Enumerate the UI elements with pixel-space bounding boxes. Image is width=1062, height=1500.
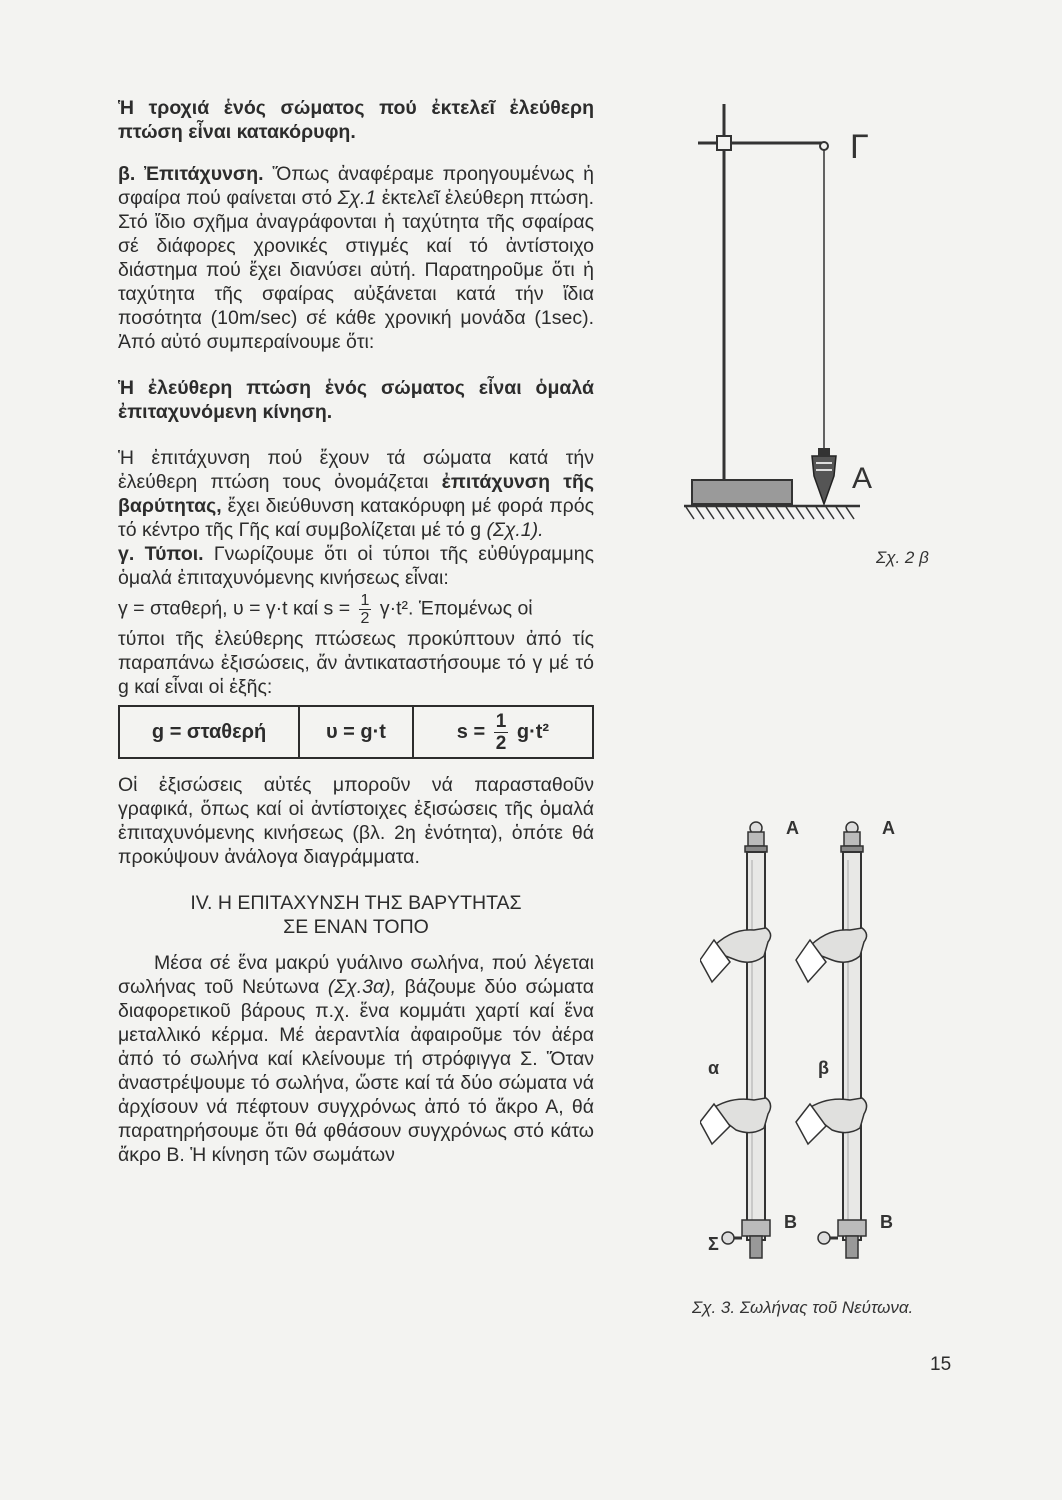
section-heading-acceleration: β. Ἐπιτάχυνση.	[118, 163, 264, 185]
paragraph-gravity-text-a: Ἡ ἐπιτάχυνση πού ἔχουν τά σώματα κατά τήν ἐλεύθερη πτώση τους ὀνομάζεται	[118, 447, 594, 493]
paragraph-free-fall-formulas: τύποι τῆς ἐλεύθερης πτώσεως προκύπτουν ἀπό τίς παραπάνω ἐξισώσεις, ἄν ἀντικαταστήσουμε τό γ μέ τό g καί εἶναι οἱ ἑξῆς:	[118, 628, 594, 698]
paragraph-formulas	[118, 542, 594, 590]
formula-velocity: υ = g·t	[299, 706, 413, 758]
label-a-right: Α	[882, 818, 895, 838]
newton-tube-left	[700, 822, 771, 1258]
label-a: Α	[852, 462, 873, 495]
formula-distance	[413, 706, 593, 758]
clamp	[717, 136, 731, 150]
figure-reference: (Σχ.1).	[486, 519, 544, 541]
figure-3-caption: Σχ. 3. Σωλήνας τοῦ Νεύτωνα.	[692, 1298, 914, 1317]
formula-distance-lhs: s =	[456, 720, 491, 743]
label-sigma: Σ	[708, 1234, 719, 1254]
paragraph-newton-tube	[118, 951, 594, 1167]
paragraph-conclusion: Ἡ ἐλεύθερη πτώση ἑνός σώματος εἶναι ὁμαλά ἐπιταχυνόμενη κίνηση.	[118, 377, 594, 423]
formula-g-constant: g = σταθερή	[119, 706, 299, 758]
fraction-denominator: 2	[495, 732, 507, 754]
formula-line	[118, 592, 594, 627]
paragraph-newton-tube-text-b: βάζουμε δύο σώματα διαφορετικοῦ βάρους π.χ. ἕνα κομμάτι χαρτί καί ἕνα μεταλλικό κέρμα. Μέ ἀεραντλία ἀφαιροῦμε τόν ἀέρα ἀπό τό σωλήνα καί κλείνουμε τή στρόφιγγα Σ. Ὅταν ἀναστρέψουμε τό σωλήνα, ὥστε καί τά δύο σώματα νά ἀρχίσουν νά πέφτουν συγχρόνως ἀπό τό ἄκρο Α, θά παρατηρήσουμε ὅτι θά φθάσουν συγχρόνως στό κάτω ἄκρο Β. Ἡ κίνηση τῶν σωμάτων	[118, 976, 594, 1166]
fraction-one-half	[494, 711, 509, 754]
label-b-left: Β	[784, 1212, 797, 1232]
figure-reference: Σχ.1	[337, 187, 377, 209]
figure-2b-caption: Σχ. 2 β	[876, 548, 929, 567]
label-gamma: Γ	[850, 128, 869, 166]
paragraph-acceleration-text-a: Ὅπως ἀναφέραμε προηγουμένως ἡ σφαίρα πού φαίνεται στό	[118, 163, 594, 209]
fraction-denominator: 2	[360, 610, 370, 627]
paragraph-formulas-text-a: Γνωρίζουμε ὅτι οἱ τύποι τῆς εὐθύγραμμης ὁμαλά ἐπιταχυνόμενης κινήσεως εἶναι:	[118, 543, 594, 589]
paragraph-acceleration-text-b: ἐκτελεῖ ἐλεύθερη πτώση. Στό ἴδιο σχῆμα ἀναγράφονται ἡ ταχύτητα τῆς σφαίρας σέ διάφορες χρονικές στιγμές καί τό ἀντίστοιχο διάστημα πού ἔχει διανύσει αὐτή. Παρατηροῦμε ὅτι ἡ ταχύτητα τῆς σφαίρας αὐξάνεται κατά τήν ἴδια ποσότητα (10m/sec) σέ κάθε χρονική μονάδα (1sec). Ἀπό αὐτό συμπεραίνουμε ὅτι:	[118, 187, 595, 353]
base-block	[692, 480, 792, 504]
label-beta: β	[818, 1058, 829, 1078]
section-title-line-2: ΣΕ ΕΝΑΝ ΤΟΠΟ	[283, 916, 429, 938]
paragraph-gravity	[118, 446, 594, 542]
fraction-numerator: 1	[360, 592, 370, 609]
fraction-numerator: 1	[495, 710, 507, 732]
formula-distance-rhs: g·t²	[511, 720, 550, 743]
newton-tube-right	[796, 822, 867, 1258]
paragraph-graphs: Οἱ ἐξισώσεις αὐτές μποροῦν νά παρασταθοῦν γραφικά, ὅπως καί οἱ ἀντίστοιχες ἐξισώσεις τῆς ὁμαλά ἐπιταχυνόμενης κινήσεως (βλ. 2η ἑνότητα), ὁπότε θά προκύψουν ἀνάλογα διαγράμματα.	[118, 774, 594, 868]
figure-3-newton-tubes	[700, 810, 930, 1290]
page-number: 15	[930, 1354, 952, 1375]
label-a-left: Α	[786, 818, 799, 838]
section-heading-formulas: γ. Τύποι.	[118, 543, 204, 565]
hook	[820, 142, 828, 150]
figure-2b-plumb-line	[680, 96, 930, 576]
section-title-line-1: IV. Η ΕΠΙΤΑΧΥΝΣΗ ΤΗΣ ΒΑΡΥΤΗΤΑΣ	[190, 892, 522, 914]
formula-box	[118, 705, 594, 759]
figure-reference: (Σχ.3α),	[327, 976, 397, 998]
label-b-right: Β	[880, 1212, 893, 1232]
ground-hatching	[686, 507, 854, 519]
paragraph-trajectory: Ἡ τροχιά ἑνός σώματος πού ἐκτελεῖ ἐλεύθερη πτώση εἶναι κατακόρυφη.	[118, 97, 594, 143]
label-alpha: α	[708, 1058, 720, 1078]
paragraph-acceleration	[118, 162, 594, 354]
formula-text-a: γ = σταθερή, υ = γ·t καί s =	[118, 597, 356, 620]
term-gravity-acceleration: ἐπιτάχυνση τῆς βαρύτητας,	[118, 471, 595, 517]
paragraph-gravity-text-b: ἔχει διεύθυνση κατακόρυφη μέ φορά πρός τό κέντρο τῆς Γῆς καί συμβολίζεται μέ τό g	[118, 495, 594, 541]
formula-text-b: γ·t². Ἑπομένως οἱ	[374, 597, 533, 620]
paragraph-newton-tube-text-a: Μέσα σέ ἕνα μακρύ γυάλινο σωλήνα, πού λέγεται σωλήνας τοῦ Νεύτωνα	[118, 952, 594, 998]
fraction-one-half	[359, 592, 372, 627]
main-text-column	[118, 96, 594, 1167]
